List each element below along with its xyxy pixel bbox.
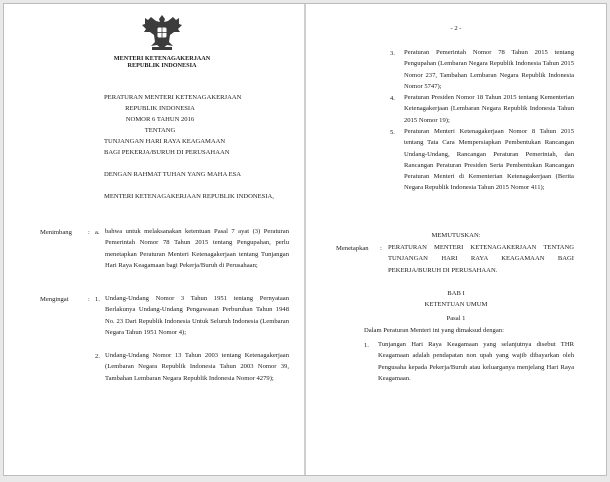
- pasal-heading: Pasal 1: [446, 315, 466, 322]
- definition-num: 1.: [364, 342, 369, 349]
- mengingat-item-2: Undang-Undang Nomor 13 Tahun 2003 tentang Ketenagakerjaan (Lembaran Negara Republik Indonesia Tahun 2003 Nomor 39, Tambahan Lembaran Negara Republik Indonesia Nomor 4279);: [105, 352, 289, 382]
- preamble: DENGAN RAHMAT TUHAN YANG MAHA ESA: [104, 171, 242, 178]
- header-ministry: MENTERI KETENAGAKERJAAN: [113, 55, 211, 62]
- item-5: Peraturan Menteri Ketenagakerjaan Nomor 8 Tahun 2015 tentang Tata Cara Mempersiapkan Pembentukan Rancangan Undang-Undang, Rancangan Peraturan Pemerintah, dan Rancangan Peraturan Presiden Serta Pembentukan Rancangan Peraturan Menteri di Kementerian Ketenagakerjaan (Berita Negara Republik Indonesia Tahun 2015 Nomor 411);: [404, 128, 574, 192]
- mengingat-item-1: Undang-Undang Nomor 3 Tahun 1951 tentang Pernyataan Berlakunya Undang-Undang Pengawasan Perburuhan Tahun 1948 No. 23 Dari Republik Indonesia Untuk Seluruh Indonesia (Lembaran Negara Tahun 1951 Nomor 4);: [105, 295, 289, 336]
- minister-title: MENTERI KETENAGAKERJAAN REPUBLIK INDONESIA,: [104, 193, 274, 200]
- item-4: Peraturan Presiden Nomor 18 Tahun 2015 tentang Kementerian Ketenagakerjaan (Lembaran Negara Republik Indonesia Tahun 2015 Nomor 19);: [404, 94, 574, 124]
- header-republic: REPUBLIK INDONESIA: [127, 62, 197, 69]
- menetapkan-text: PERATURAN MENTERI KETENAGAKERJAAN TENTANG TUNJANGAN HARI RAYA KEAGAMAAN BAGI PEKERJA/BURUH DI PERUSAHAAN.: [388, 244, 574, 274]
- title-line-2: REPUBLIK INDONESIA: [125, 105, 195, 112]
- bab-title: KETENTUAN UMUM: [424, 301, 488, 308]
- mengingat-num-2: 2.: [95, 353, 100, 360]
- item-num-4: 4.: [390, 95, 395, 102]
- title-line-1: PERATURAN MENTERI KETENAGAKERJAAN: [104, 94, 242, 101]
- page-number: - 2 -: [450, 25, 462, 32]
- garuda-emblem-icon: [141, 12, 183, 52]
- left-page: MENTERI KETENAGAKERJAAN REPUBLIK INDONESIA PERATURAN MENTERI KETENAGAKERJAAN REPUBLIK INDONESIA NOMOR 6 TAHUN 2016 TENTANG TUNJANGAN HARI RAYA KEAGAMAAN BAGI PEKERJA/BURUH DI PERUSAHAAN DENGAN RAHMAT TUHAN YANG MAHA ESA MENTERI KETENAGAKERJAAN REPUBLIK INDONESIA, Menimbang : a. bahwa untuk melaksanakan ketentuan Pasal 7 ayat (3) Peraturan Pemerintah Nomor 78 Tahun 2015 tentang Pengupahan, perlu menetapkan Peraturan Menteri Ketenagakerjaan tentang Tunjangan Hari Raya Keagamaan bagi Pekerja/Buruh di Perusahaan; Mengingat : 1. Undang-Undang Nomor 3 Tahun 1951 tentang Pernyataan Berlakunya Undang-Undang Pengawasan Perburuhan Tahun 1948 No. 23 Dari Republik Indonesia Untuk Seluruh Indonesia (Lembaran Negara Tahun 1951 Nomor 4); 2. Undang-Undang Nomor 13 Tahun 2003 tentang Ketenagakerjaan (Lembaran Negara Republik Indonesia Tahun 2003 Nomor 39, Tambahan Lembaran Negara Republik Indonesia Nomor 4279);: [4, 4, 304, 475]
- document-spread: [3, 3, 607, 476]
- title-line-4: TENTANG: [144, 127, 176, 134]
- item-3: Peraturan Pemerintah Nomor 78 Tahun 2015 tentang Pengupahan (Lembaran Negara Republik Indonesia Tahun 2015 Nomor 237, Tambahan Lembaran Negara Republik Indonesia Nomor 5747);: [404, 49, 574, 90]
- menimbang-text: bahwa untuk melaksanakan ketentuan Pasal 7 ayat (3) Peraturan Pemerintah Nomor 78 Tahun 2015 tentang Pengupahan, perlu menetapkan Peraturan Menteri Ketenagakerjaan tentang Tunjangan Hari Raya Keagamaan bagi Pekerja/Buruh di Perusahaan;: [105, 228, 289, 269]
- mengingat-num-1: 1.: [95, 296, 100, 303]
- item-num-3: 3.: [390, 50, 395, 57]
- definition-text: Tunjangan Hari Raya Keagamaan yang selanjutnya disebut THR Keagamaan adalah pendapatan non upah yang wajib dibayarkan oleh Pengusaha kepada Pekerja/Buruh atau keluarganya menjelang Hari Raya Keagamaan.: [378, 341, 574, 382]
- bab-heading: BAB I: [447, 290, 465, 297]
- title-line-6: BAGI PEKERJA/BURUH DI PERUSAHAAN: [104, 149, 230, 156]
- pasal-intro: Dalam Peraturan Menteri ini yang dimaksud dengan:: [364, 327, 504, 334]
- title-line-3: NOMOR 6 TAHUN 2016: [125, 116, 195, 123]
- memutuskan-heading: MEMUTUSKAN:: [431, 232, 481, 239]
- menetapkan-label: Menetapkan: [336, 245, 369, 252]
- menimbang-label: Menimbang: [40, 229, 72, 236]
- right-page: - 2 - 3. Peraturan Pemerintah Nomor 78 Tahun 2015 tentang Pengupahan (Lembaran Negara Republik Indonesia Tahun 2015 Nomor 237, Tambahan Lembaran Negara Republik Indonesia Nomor 5747); 4. Peraturan Presiden Nomor 18 Tahun 2015 tentang Kementerian Ketenagakerjaan (Lembaran Negara Republik Indonesia Tahun 2015 Nomor 19); 5. Peraturan Menteri Ketenagakerjaan Nomor 8 Tahun 2015 tentang Tata Cara Mempersiapkan Pembentukan Rancangan Undang-Undang, Rancangan Peraturan Pemerintah, dan Rancangan Peraturan Presiden Serta Pembentukan Rancangan Peraturan Menteri di Kementerian Ketenagakerjaan (Berita Negara Republik Indonesia Tahun 2015 Nomor 411); MEMUTUSKAN: Menetapkan : PERATURAN MENTERI KETENAGAKERJAAN TENTANG TUNJANGAN HARI RAYA KEAGAMAAN BAGI PEKERJA/BURUH DI PERUSAHAAN. BAB I KETENTUAN UMUM Pasal 1 Dalam Peraturan Menteri ini yang dimaksud dengan: 1. Tunjangan Hari Raya Keagamaan yang selanjutnya disebut THR Keagamaan adalah pendapatan non upah yang wajib dibayarkan oleh Pengusaha kepada Pekerja/Buruh atau keluarganya menjelang Hari Raya Keagamaan.: [306, 4, 606, 475]
- title-line-5: TUNJANGAN HARI RAYA KEAGAMAAN: [104, 138, 226, 145]
- mengingat-label: Mengingat: [40, 296, 69, 303]
- item-num-5: 5.: [390, 129, 395, 136]
- menimbang-marker: a.: [95, 229, 100, 236]
